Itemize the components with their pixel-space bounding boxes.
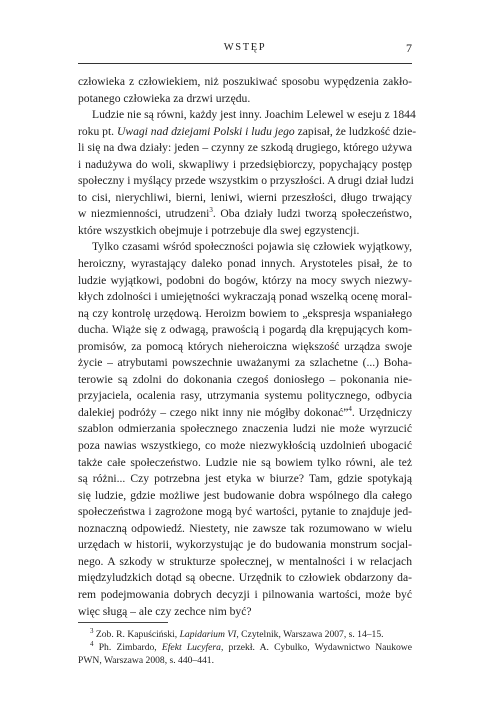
text-line: rem podejmowania dobrych decyzji i pilnowania wartości, może być bbox=[78, 587, 412, 601]
text-line: są różni... Czy potrzebna jest etyka w biurze? Tam, gdzie spotykają bbox=[78, 472, 412, 486]
text-line: się ludzie, gdzie możliwe jest budowanie dobra wspólnego dla całego bbox=[78, 488, 412, 502]
footnotes bbox=[78, 628, 412, 668]
text-line: li się na dwa działy: jeden – czynny ze szkodą drugiego, którego używa bbox=[78, 141, 412, 155]
footnote-4-continued: PWN, Warszawa 2008, s. 440–441. bbox=[78, 655, 215, 667]
text-line: urzędach w historii, wykorzystując je do budowania monstrum socjal- bbox=[78, 538, 412, 552]
footnote-ref-4[interactable]: 4 bbox=[348, 405, 352, 414]
text-line: to cisi, nierychliwi, bierni, leniwi, wierni przeszłości, długo trwający bbox=[78, 190, 412, 204]
paragraph-2 bbox=[78, 107, 417, 239]
footnote-separator bbox=[78, 622, 168, 623]
footnote-4: $^4$ Ph. Zimbardo, Efekt Lucyfera, przekł. A. Cybulko, Wydawnictwo Naukowe bbox=[90, 640, 412, 654]
text-line: promisów, za pomocą których nieheroiczna większość urządza swoje bbox=[78, 339, 412, 353]
text-line: potanego człowieka za drzwi urzędu. bbox=[78, 91, 251, 105]
text-line: i nadużywa do woli, skwapliwy i przedsiębiorczy, popychający postęp bbox=[78, 157, 412, 171]
text-line: więc sługą – ale czy zechce nim być? bbox=[78, 604, 252, 618]
text-line: społeczny i myślący przede wszystkim o przyszłości. A drugi dział ludzi bbox=[78, 174, 414, 188]
text-line: ną czy kontrolę urzędową. Heroizm bowiem to „ekspresja wspaniałego bbox=[78, 306, 412, 320]
text-line: roku pt. Uwagi nad dziejami Polski i ludu jego zapisał, że ludzkość dzie- bbox=[78, 124, 417, 138]
footnote-3: $^3$ Zob. R. Kapuściński, Lapidarium VI, Czytelnik, Warszawa 2007, s. 14–15. bbox=[90, 626, 384, 640]
book-title: Uwagi nad dziejami Polski i ludu jego bbox=[116, 124, 295, 138]
text-line: życie – atrybutami powszechnie uważanymi za szlachetne (...) Boha- bbox=[78, 356, 412, 370]
body-text bbox=[78, 74, 417, 620]
text-line: międzyludzkich dotąd są obecne. Urzędnik to człowiek obdarzony da- bbox=[78, 571, 412, 585]
text-line: przyjaciela, ocalenia rasy, utrzymania systemu politycznego, odbycia bbox=[78, 389, 412, 403]
text-line: szablon odmierzania społecznego znaczenia ludzi nie może wyrzucić bbox=[78, 422, 412, 436]
paragraph-3 bbox=[78, 239, 412, 620]
text-line: ludzie wyjątkowi, podobni do bogów, którzy na mocy swych niezwy- bbox=[78, 273, 412, 287]
text-line: heroiczny, wyrastający daleko ponad innych. Arystoteles pisał, że to bbox=[78, 257, 412, 271]
page-number: 7 bbox=[406, 41, 412, 55]
text-line: nego. A szkody w strukturze społecznej, w mentalności i w relacjach bbox=[78, 554, 412, 568]
text-line: poza nawias wszystkiego, co może niezwykłością uzdolnień ubogacić bbox=[78, 439, 412, 453]
footnote-ref-3[interactable]: 3 bbox=[209, 206, 213, 215]
text-line: kłych zdolności i umiejętności wykraczają ponad wszelką ocenę moral- bbox=[78, 290, 412, 304]
text-line: społeczeństwa i zagrożone mogą być wartości, pytanie to znajduje jed- bbox=[78, 505, 412, 519]
text-line: noznaczną odpowiedź. Niestety, nie zawsze tak rozumowano w wielu bbox=[78, 521, 412, 535]
text-line: ducha. Wiąże się z odwagą, prawością i pogardą dla krępujących kom- bbox=[78, 323, 412, 337]
header-rule bbox=[78, 63, 412, 64]
running-header bbox=[78, 42, 412, 58]
text-line: terowie są zdolni do dokonania czegoś doniosłego – pokonania nie- bbox=[78, 372, 412, 386]
text-line: Ludzie nie są równi, każdy jest inny. Joachim Lelewel w eseju z 1844 bbox=[92, 108, 416, 122]
text-line: także całe społeczeństwo. Ludzie nie są bowiem tylko równi, ale też bbox=[78, 455, 412, 469]
chapter-title: WSTĘP bbox=[223, 42, 267, 53]
paragraph-1 bbox=[78, 74, 412, 107]
text-line: w niezmienności, utrudzeni$^3$. Oba działy ludzi tworzą społeczeństwo, bbox=[78, 206, 412, 221]
text-line: dalekiej podróży – czego nikt inny nie mógłby dokonać”$^4$. Urzędniczy bbox=[78, 405, 412, 419]
text-line: Tylko czasami wśród społeczności pojawia się człowiek wyjątkowy, bbox=[92, 240, 412, 254]
text-line: które wszystkich obejmuje i potrzebuje dla swej egzystencji. bbox=[78, 223, 360, 237]
text-line: człowieka z człowiekiem, niż poszukiwać sposobu wypędzenia zakło- bbox=[78, 75, 412, 88]
